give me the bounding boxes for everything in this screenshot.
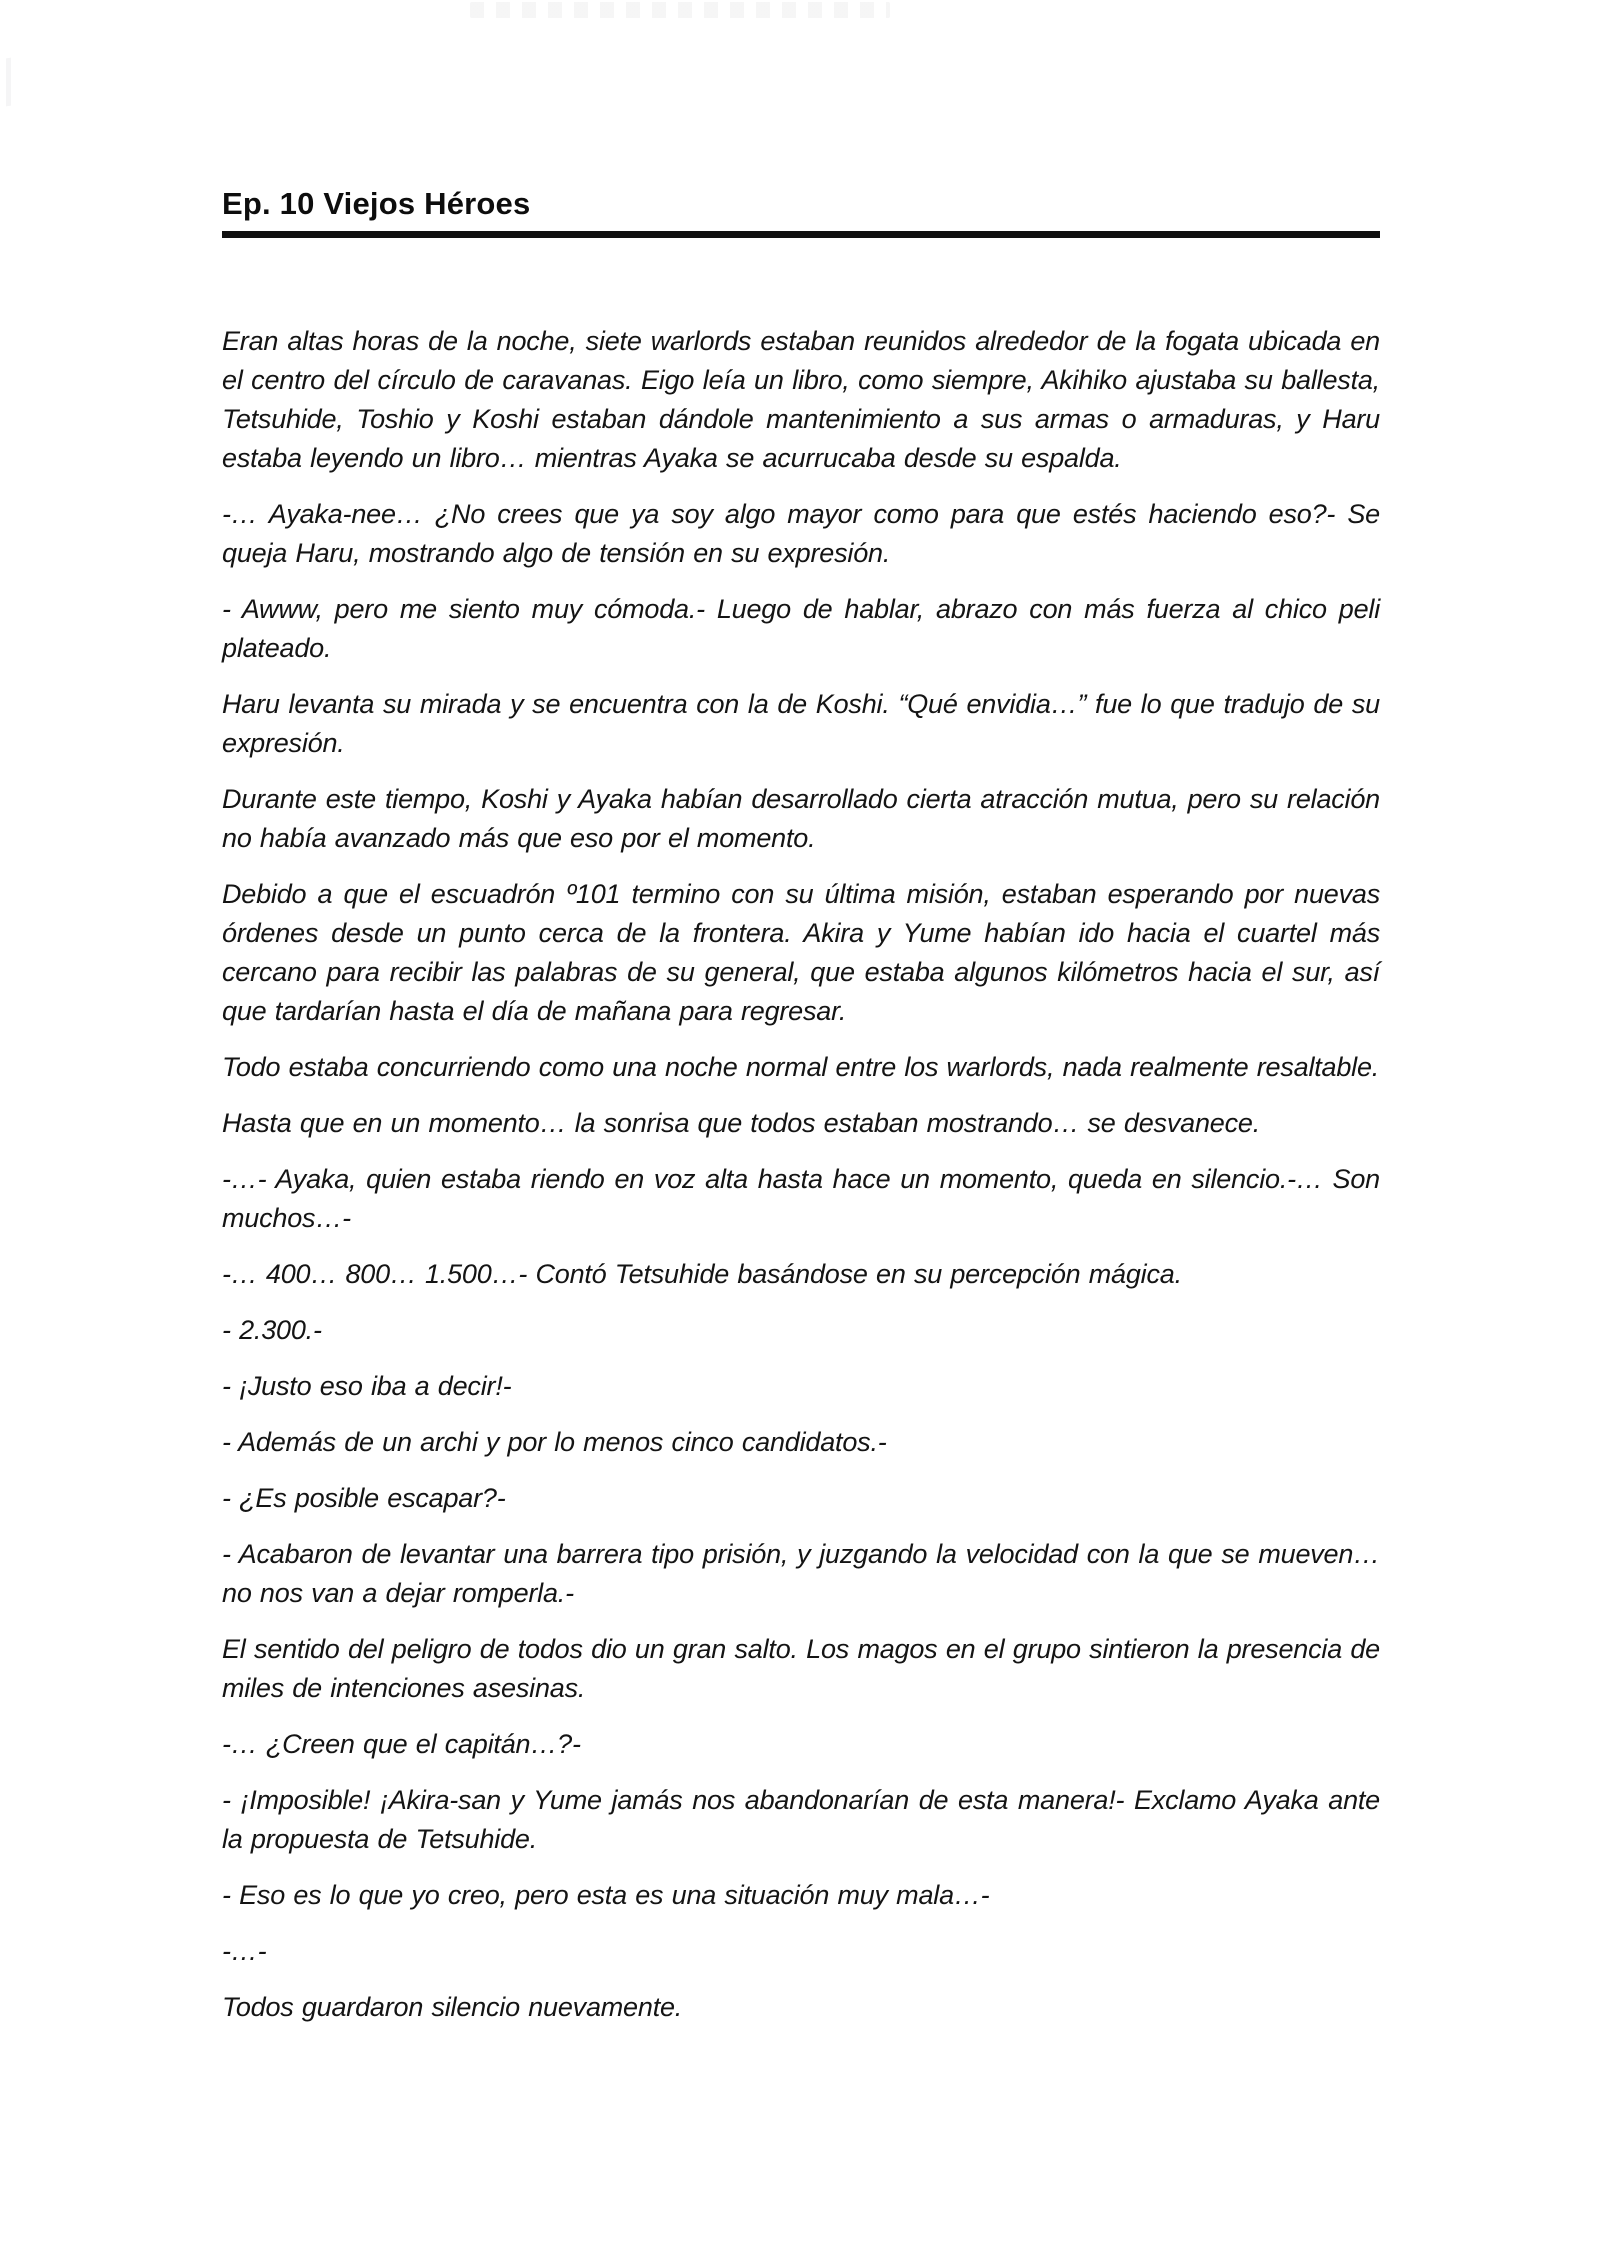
paragraph-narration: Debido a que el escuadrón º101 termino con su última misión, estaban esperando por nuevas órdenes desde un punto cerca de la frontera. Akira y Yume habían ido hacia el cuartel más cercano para recibir las palabras de su general, que estaba algunos kilómetros hacia el sur, así que tardarían hasta el día de mañana para regresar. [222, 879, 1380, 1026]
paragraph-narration: Hasta que en un momento… la sonrisa que todos estaban mostrando… se desvanece. [222, 1108, 1261, 1138]
paragraph-dialogue: -…- [222, 1936, 267, 1966]
paragraph-dialogue: - 2.300.- [222, 1315, 322, 1345]
paragraph-dialogue: - Awww, pero me siento muy cómoda.- Luego de hablar, abrazo con más fuerza al chico peli plateado. [222, 594, 1380, 663]
scan-left-artifact [6, 58, 11, 107]
paragraph-narration: Eran altas horas de la noche, siete warlords estaban reunidos alrededor de la fogata ubicada en el centro del círculo de caravanas. Eigo leía un libro, como siempre, Akihiko ajustaba su ballesta, Tetsuhide, Toshio y Koshi estaban dándole mantenimiento a sus armas o armaduras, y Haru estaba leyendo un libro… mientras Ayaka se acurrucaba desde su espalda. [222, 326, 1380, 473]
paragraph-dialogue: -… ¿Creen que el capitán…?- [222, 1729, 581, 1759]
page-title: Ep. 10 Viejos Héroes [222, 186, 531, 221]
paragraph-dialogue: - ¡Justo eso iba a decir!- [222, 1371, 512, 1401]
title-underline-rule [222, 231, 1380, 238]
paragraph-dialogue: -…- Ayaka, quien estaba riendo en voz alta hasta hace un momento, queda en silencio.-… Son muchos…- [222, 1164, 1380, 1233]
paragraph-narration: Haru levanta su mirada y se encuentra con la de Koshi. “Qué envidia…” fue lo que tradujo de su expresión. [222, 689, 1380, 758]
paragraph-narration: Durante este tiempo, Koshi y Ayaka habían desarrollado cierta atracción mutua, pero su relación no había avanzado más que eso por el momento. [222, 784, 1380, 853]
paragraph-narration: Todo estaba concurriendo como una noche normal entre los warlords, nada realmente resaltable. [222, 1052, 1380, 1082]
paragraph-dialogue: -… 400… 800… 1.500…- Contó Tetsuhide basándose en su percepción mágica. [222, 1259, 1182, 1289]
paragraph-dialogue: - Además de un archi y por lo menos cinco candidatos.- [222, 1427, 887, 1457]
paragraph-dialogue: - ¿Es posible escapar?- [222, 1483, 506, 1513]
paragraph-narration: El sentido del peligro de todos dio un gran salto. Los magos en el grupo sintieron la presencia de miles de intenciones asesinas. [222, 1634, 1380, 1703]
paragraph-dialogue: -… Ayaka-nee… ¿No crees que ya soy algo mayor como para que estés haciendo eso?- Se queja Haru, mostrando algo de tensión en su expresión. [222, 499, 1380, 568]
paragraph-dialogue: - Acabaron de levantar una barrera tipo prisión, y juzgando la velocidad con la que se mueven… no nos van a dejar romperla.- [222, 1539, 1380, 1608]
document-body [222, 322, 1380, 2027]
paragraph-dialogue: - Eso es lo que yo creo, pero esta es una situación muy mala…- [222, 1880, 990, 1910]
paragraph-narration: Todos guardaron silencio nuevamente. [222, 1992, 683, 2022]
document-content [222, 0, 1380, 2044]
paragraph-dialogue: - ¡Imposible! ¡Akira-san y Yume jamás nos abandonarían de esta manera!- Exclamo Ayaka ante la propuesta de Tetsuhide. [222, 1785, 1380, 1854]
